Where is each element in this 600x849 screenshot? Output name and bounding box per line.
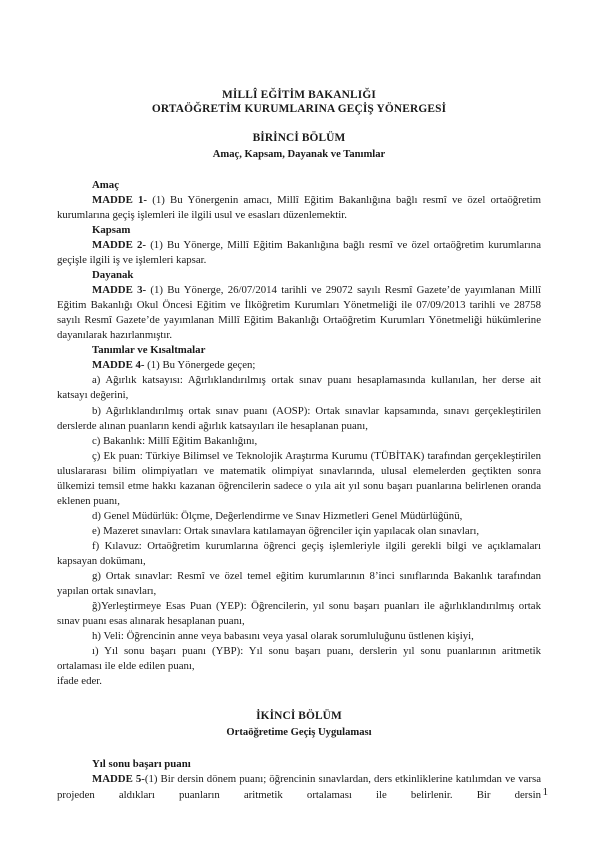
article-madde-1	[57, 193, 541, 223]
definition-item: ç) Ek puan: Türkiye Bilimsel ve Teknolojik Araştırma Kurumu (TÜBİTAK) tarafından gerçekleştirilen uluslararası bilim olimpiyatları ve matematik olimpiyat sınavlarında, ulusal elemelerden geçtikten sonra ülkemizi temsil etme hakkı kazanan öğrencilerin sadece o yıla ait yıl sonu başarı puanlarına belirlenen oranda eklenen puanı,	[57, 449, 541, 507]
madde-1-label: MADDE 1-	[92, 193, 147, 206]
section-two-body	[57, 757, 541, 802]
document-title	[57, 88, 541, 117]
madde-2-label: MADDE 2-	[92, 239, 146, 251]
heading-dayanak: Dayanak	[92, 269, 134, 282]
document-content	[57, 88, 541, 803]
definition-item: a) Ağırlık katsayısı: Ağırlıklandırılmış ortak sınav puanı hesaplamasında kullanılan, her derse ait katsayı değerini,	[57, 374, 541, 402]
definition-item: ı) Yıl sonu başarı puanı (YBP): Yıl sonu başarı puanı, derslerin yıl sonu puanlarının aritmetik ortalaması ile elde edilen puanı,	[57, 645, 541, 673]
section-two-subtitle: Ortaöğretime Geçiş Uygulaması	[226, 727, 372, 739]
definition-item: h) Veli: Öğrencinin anne veya babasını veya yasal olarak sorumluluğunu üstlenen kişiyi,	[92, 630, 474, 643]
definition-item: d) Genel Müdürlük: Ölçme, Değerlendirme ve Sınav Hizmetleri Genel Müdürlüğünü,	[92, 509, 463, 522]
madde-4-text: (1) Bu Yönergede geçen;	[144, 359, 256, 372]
madde-1-text: (1) Bu Yönergenin amacı, Millî Eğitim Bakanlığına bağlı resmî ve özel ortaöğretim kurumlarına geçiş işlemleri ile ilgili usul ve esasları düzenlemektir.	[57, 193, 541, 221]
madde-5-text: (1) Bir dersin dönem puanı; öğrencinin sınavlardan, ders etkinliklerine katılımdan ve varsa projeden aldıkları puanların aritmetik ortalaması ile belirlenir. Bir dersin	[57, 773, 541, 801]
page-number: 1	[542, 786, 548, 798]
madde-3-text: (1) Bu Yönerge, 26/07/2014 tarihli ve 29072 sayılı Resmî Gazete’de yayımlanan Millî Eğitim Bakanlığı Okul Öncesi Eğitim ve İlköğretim Kurumları Yönetmeliği ile 07/09/2013 tarihli ve 28758 sayılı Resmî Gazete’de yayımlanan Millî Eğitim Bakanlığı Ortaöğretim Kurumları Yönetmeliği hükümlerine dayanılarak hazırlanmıştır.	[57, 284, 541, 342]
section-one-name: BİRİNCİ BÖLÜM	[252, 131, 346, 144]
madde-4-label: MADDE 4-	[92, 359, 145, 372]
madde-3-label: MADDE 3-	[92, 284, 147, 297]
definition-item: g) Ortak sınavlar: Resmî ve özel temel eğitim kurumlarının 8’inci sınıflarında Bakanlık tarafından yapılan ortak sınavları,	[57, 570, 541, 598]
definitions-closing: ifade eder.	[57, 675, 102, 688]
title-line-2: ORTAÖĞRETİM KURUMLARINA GEÇİŞ YÖNERGESİ	[151, 103, 447, 116]
definition-item: b) Ağırlıklandırılmış ortak sınav puanı (AOSP): Ortak sınavlar kapsamında, sınavı gerçekleştirilen derslerde alınan puanların kendi ağırlık katsayıları ile hesaplanan puanı,	[57, 404, 541, 432]
article-madde-2	[57, 238, 541, 268]
section-one-body	[57, 178, 541, 690]
article-madde-5	[57, 772, 541, 802]
definition-item: e) Mazeret sınavları: Ortak sınavlara katılamayan öğrenciler için yapılacak olan sınavları,	[92, 524, 480, 537]
heading-kapsam: Kapsam	[92, 223, 131, 236]
definition-item: c) Bakanlık: Millî Eğitim Bakanlığını,	[92, 434, 258, 447]
section-two-name: İKİNCİ BÖLÜM	[256, 710, 342, 723]
article-madde-3	[57, 283, 541, 343]
heading-yil-sonu-basari-puani: Yıl sonu başarı puanı	[92, 758, 191, 771]
madde-5-label: MADDE 5-	[92, 773, 145, 786]
section-one-header	[57, 131, 541, 162]
heading-tanimlar: Tanımlar ve Kısaltmalar	[92, 344, 206, 357]
title-line-1: MİLLÎ EĞİTİM BAKANLIĞI	[222, 89, 376, 101]
article-madde-4	[57, 358, 541, 373]
heading-amac: Amaç	[92, 178, 119, 191]
section-one-subtitle: Amaç, Kapsam, Dayanak ve Tanımlar	[212, 148, 386, 160]
definition-item: ğ)Yerleştirmeye Esas Puan (YEP): Öğrencilerin, yıl sonu başarı puanları ile ağırlıklandırılmış ortak sınav puanı esas alınarak hesaplanan puanı,	[57, 600, 541, 628]
section-two-header	[57, 709, 541, 740]
madde-2-text: (1) Bu Yönerge, Millî Eğitim Bakanlığına bağlı resmî ve özel ortaöğretim kurumlarına geçişle ilgili iş ve işlemleri kapsar.	[57, 239, 542, 267]
definition-item: f) Kılavuz: Ortaöğretim kurumlarına öğrenci geçiş işlemleriyle ilgili gerekli bilgi ve açıklamaları kapsayan dokümanı,	[57, 539, 541, 567]
